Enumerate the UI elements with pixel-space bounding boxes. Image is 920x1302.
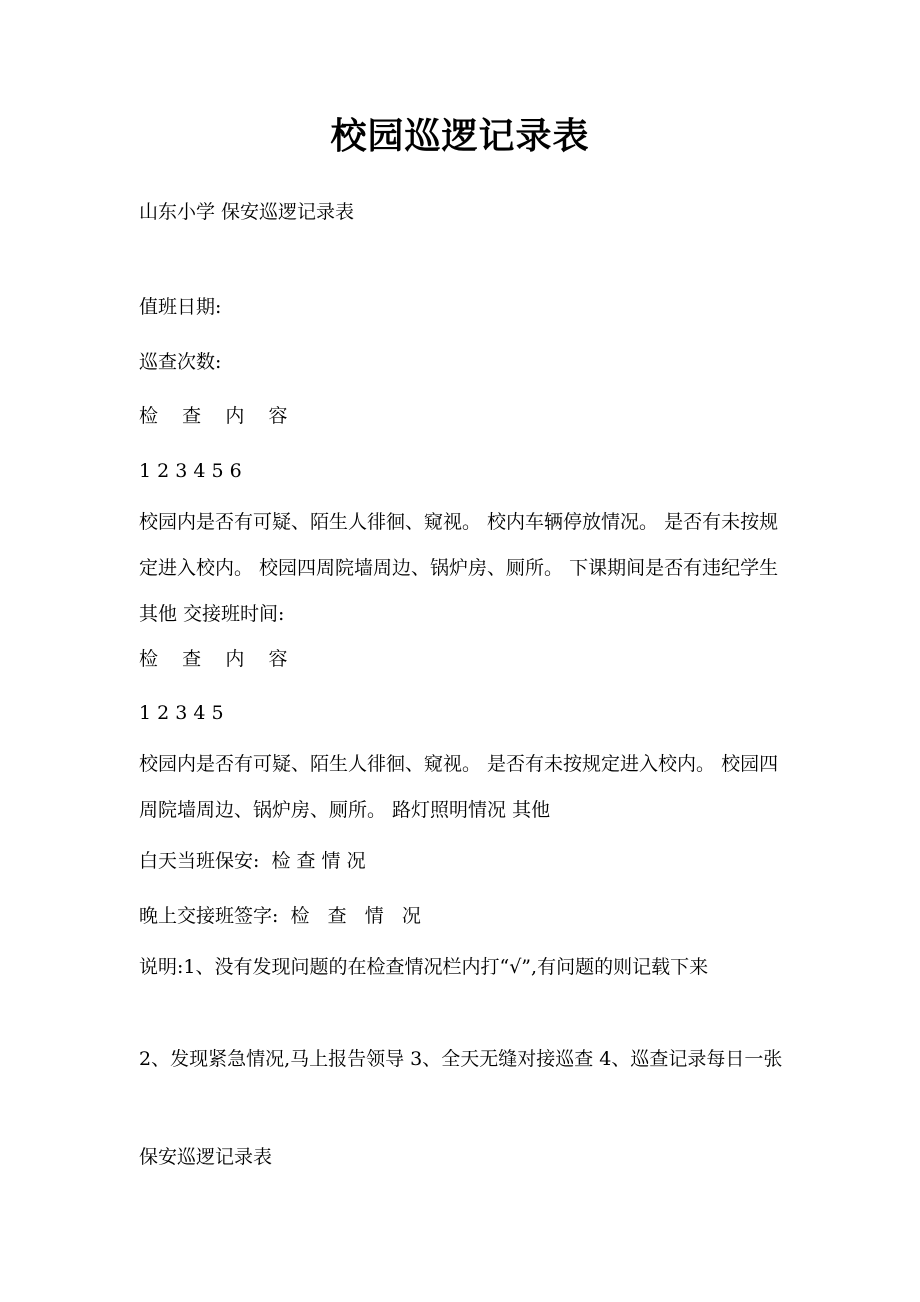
section1-numbers: 1 2 3 4 5 6 — [139, 460, 242, 482]
subtitle: 山东小学 保安巡逻记录表 — [139, 201, 355, 223]
section2-header: 检 查 内 容 — [139, 648, 288, 670]
section2-numbers: 1 2 3 4 5 — [139, 702, 224, 724]
footer-text: 保安巡逻记录表 — [139, 1146, 273, 1168]
night-handover-label: 晚上交接班签字: 检 查 情 况 — [139, 905, 421, 927]
section1-header: 检 查 内 容 — [139, 405, 288, 427]
duty-date-label: 值班日期: — [139, 296, 222, 318]
patrol-count-label: 巡查次数: — [139, 351, 222, 373]
document-title: 校园巡逻记录表 — [330, 115, 590, 157]
section2-items: 校园内是否有可疑、陌生人徘徊、窥视。 是否有未按规定进入校内。 校园四周院墙周边、锅炉房、厕所。 路灯照明情况 其他 — [139, 753, 779, 821]
day-guard-label: 白天当班保安: 检 查 情 况 — [139, 850, 366, 872]
note-2: 2、发现紧急情况,马上报告领导 3、全天无缝对接巡查 4、巡查记录每日一张 — [139, 1048, 783, 1070]
note-1: 说明:1、没有发现问题的在检查情况栏内打“√”,有问题的则记载下来 — [139, 956, 709, 978]
section1-items: 校园内是否有可疑、陌生人徘徊、窥视。 校内车辆停放情况。 是否有未按规定进入校内。 校园四周院墙周边、锅炉房、厕所。 下课期间是否有违纪学生 其他 交接班时间: — [139, 511, 785, 625]
